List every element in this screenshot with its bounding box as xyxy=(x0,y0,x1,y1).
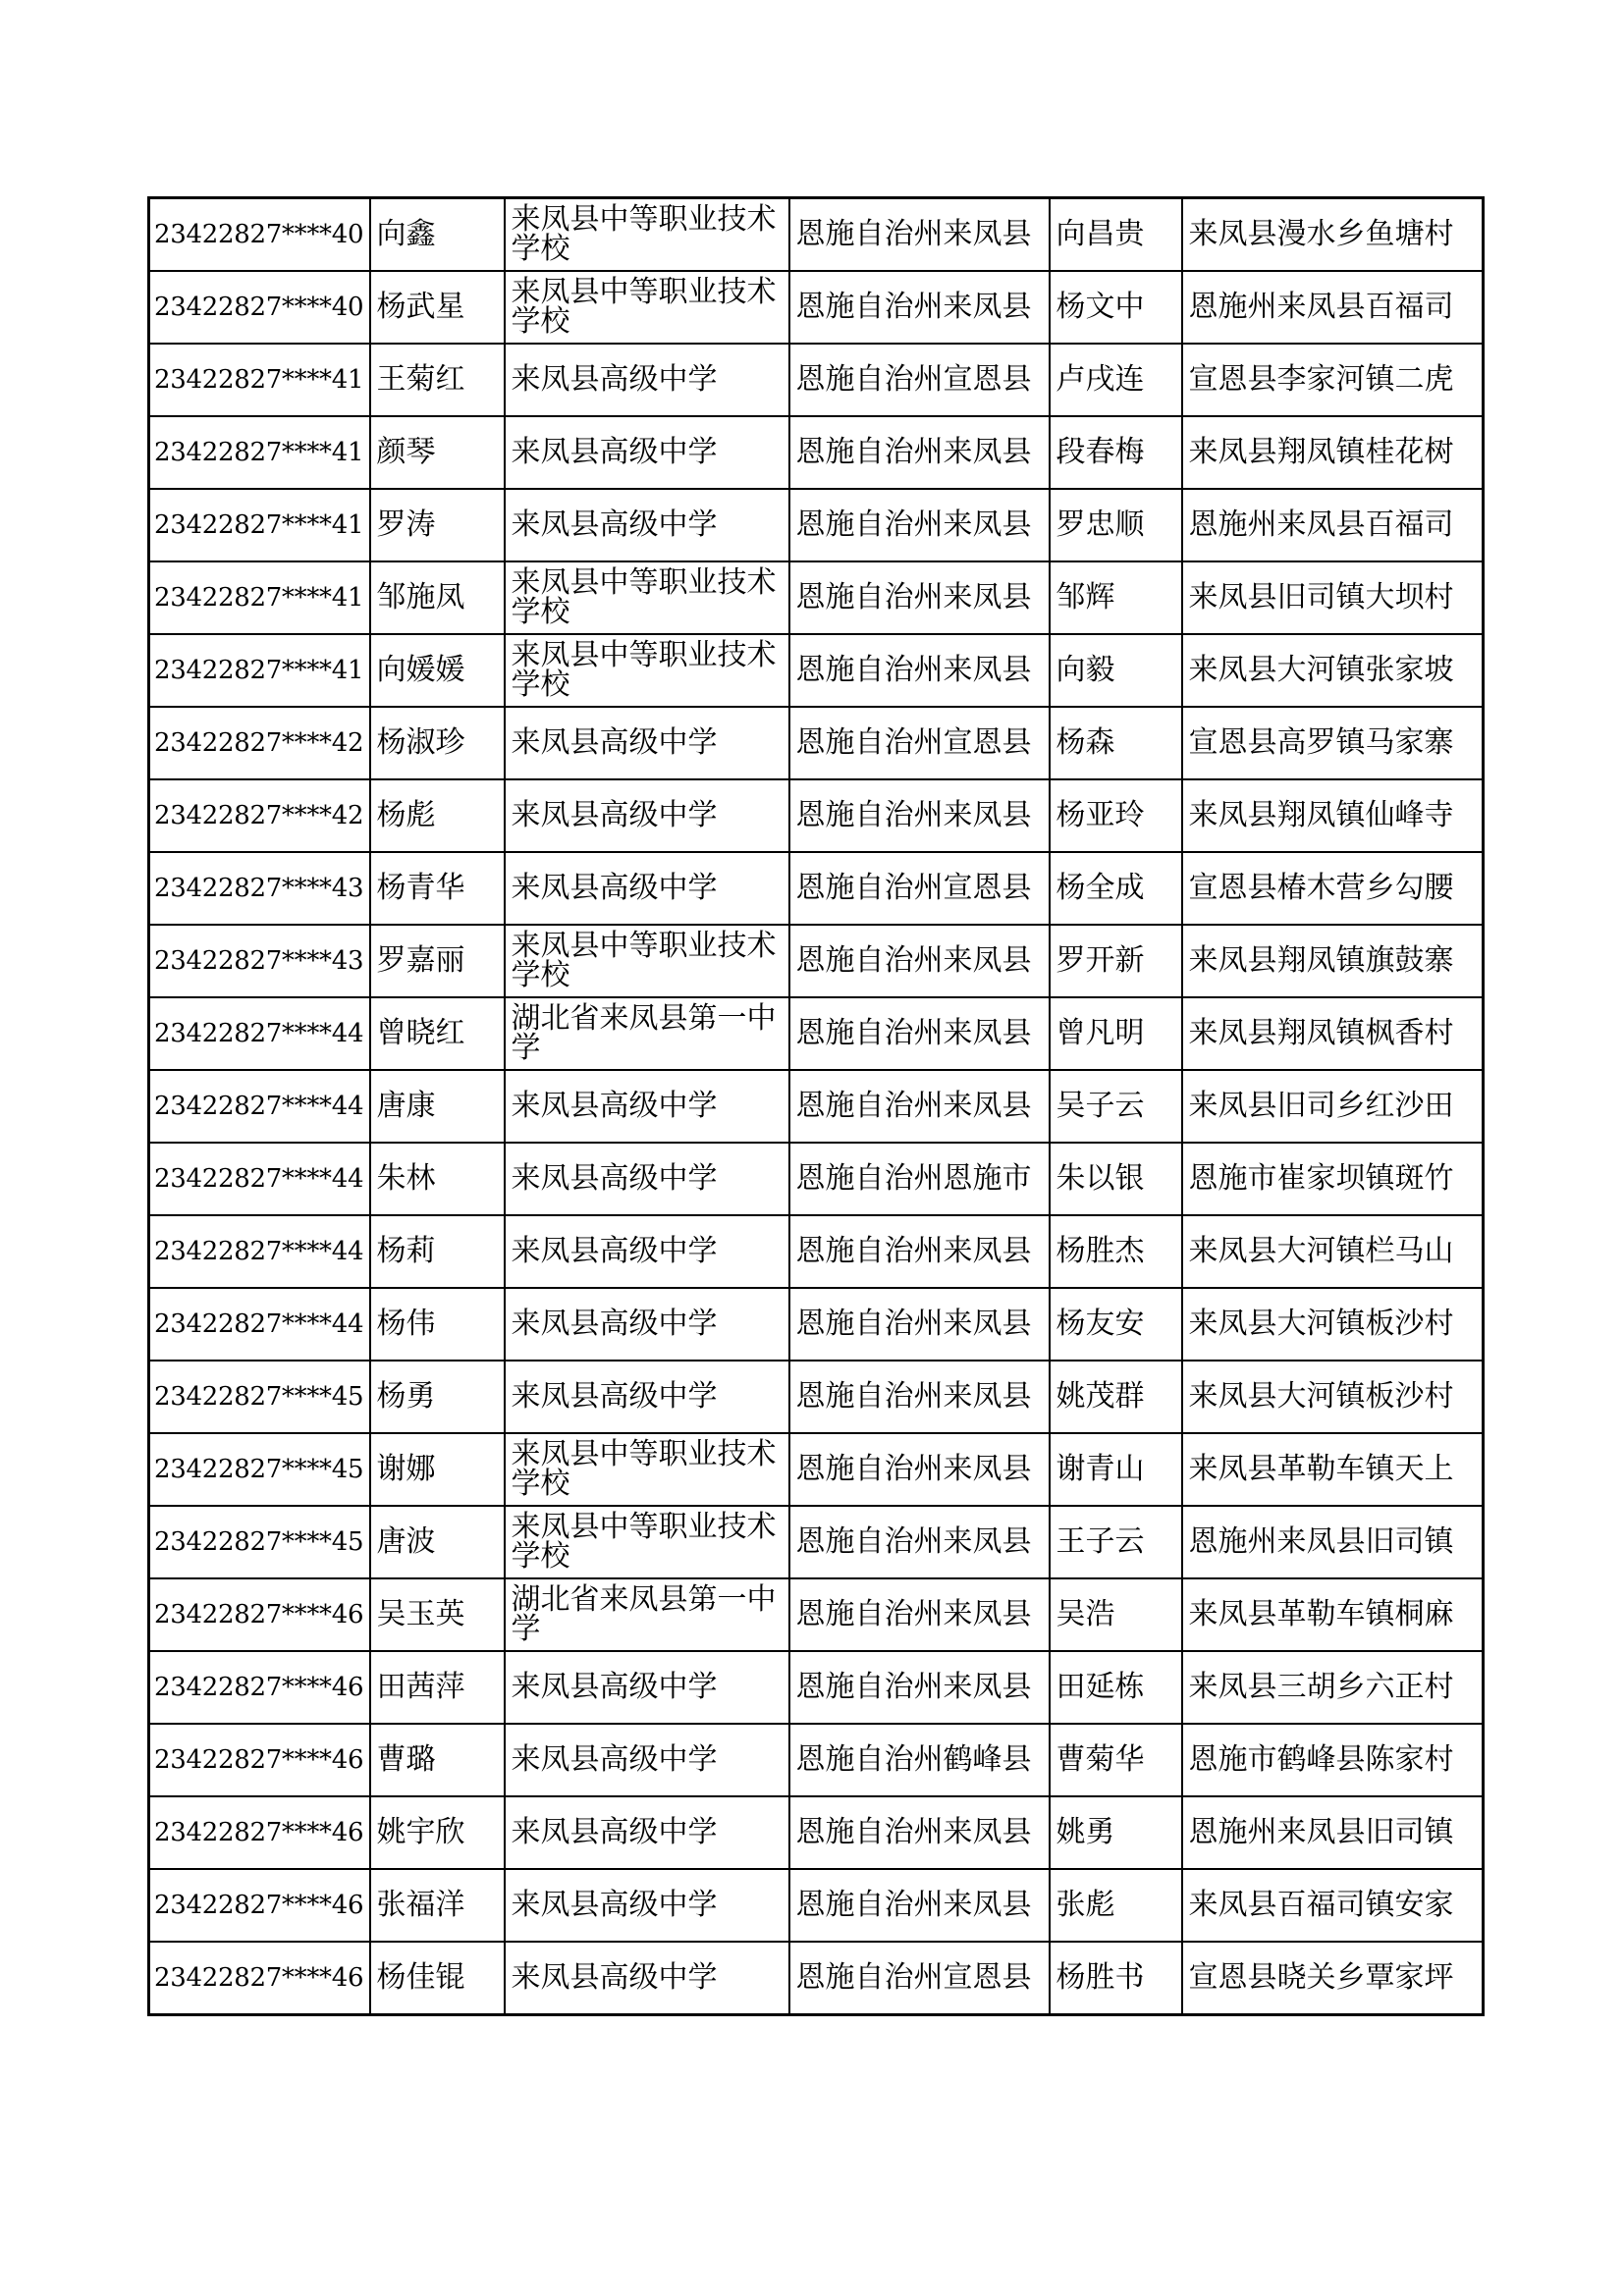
school-cell: 来凤县高级中学 xyxy=(505,1942,789,2015)
table-row xyxy=(149,779,1484,852)
address-cell: 来凤县大河镇板沙村 xyxy=(1182,1361,1484,1433)
address-cell: 来凤县漫水乡鱼塘村 xyxy=(1182,198,1484,272)
student-name-cell: 向鑫 xyxy=(370,198,505,272)
address-cell: 来凤县旧司镇大坝村 xyxy=(1182,561,1484,634)
id-number-cell: 23422827****45 xyxy=(149,1506,370,1578)
school-cell: 来凤县高级中学 xyxy=(505,489,789,561)
school-cell: 湖北省来凤县第一中学 xyxy=(505,1578,789,1651)
student-name-cell: 杨淑珍 xyxy=(370,707,505,779)
id-number-cell: 23422827****45 xyxy=(149,1361,370,1433)
table-row xyxy=(149,489,1484,561)
table-row xyxy=(149,416,1484,489)
table-row xyxy=(149,344,1484,416)
table-row xyxy=(149,271,1484,344)
table-row xyxy=(149,1651,1484,1724)
guardian-name-cell: 张彪 xyxy=(1050,1869,1182,1942)
origin-cell: 恩施自治州来凤县 xyxy=(789,1288,1050,1361)
guardian-name-cell: 邹辉 xyxy=(1050,561,1182,634)
student-name-cell: 杨伟 xyxy=(370,1288,505,1361)
origin-cell: 恩施自治州来凤县 xyxy=(789,997,1050,1070)
guardian-name-cell: 曾凡明 xyxy=(1050,997,1182,1070)
origin-cell: 恩施自治州来凤县 xyxy=(789,271,1050,344)
student-name-cell: 张福洋 xyxy=(370,1869,505,1942)
address-cell: 恩施州来凤县百福司 xyxy=(1182,271,1484,344)
student-name-cell: 邹施凤 xyxy=(370,561,505,634)
id-number-cell: 23422827****42 xyxy=(149,779,370,852)
school-cell: 来凤县中等职业技术学校 xyxy=(505,1433,789,1506)
guardian-name-cell: 杨文中 xyxy=(1050,271,1182,344)
address-cell: 来凤县翔凤镇仙峰寺 xyxy=(1182,779,1484,852)
id-number-cell: 23422827****46 xyxy=(149,1869,370,1942)
table-row xyxy=(149,1724,1484,1796)
origin-cell: 恩施自治州来凤县 xyxy=(789,1506,1050,1578)
id-number-cell: 23422827****40 xyxy=(149,198,370,272)
address-cell: 恩施州来凤县旧司镇 xyxy=(1182,1506,1484,1578)
origin-cell: 恩施自治州来凤县 xyxy=(789,1215,1050,1288)
origin-cell: 恩施自治州宣恩县 xyxy=(789,1942,1050,2015)
id-number-cell: 23422827****44 xyxy=(149,1143,370,1215)
table-row xyxy=(149,1578,1484,1651)
school-cell: 来凤县中等职业技术学校 xyxy=(505,1506,789,1578)
id-number-cell: 23422827****46 xyxy=(149,1578,370,1651)
origin-cell: 恩施自治州来凤县 xyxy=(789,1651,1050,1724)
address-cell: 恩施市鹤峰县陈家村 xyxy=(1182,1724,1484,1796)
student-name-cell: 罗嘉丽 xyxy=(370,925,505,997)
student-name-cell: 田茜萍 xyxy=(370,1651,505,1724)
guardian-name-cell: 杨胜书 xyxy=(1050,1942,1182,2015)
address-cell: 来凤县翔凤镇枫香村 xyxy=(1182,997,1484,1070)
student-name-cell: 曾晓红 xyxy=(370,997,505,1070)
school-cell: 来凤县高级中学 xyxy=(505,416,789,489)
id-number-cell: 23422827****41 xyxy=(149,634,370,707)
id-number-cell: 23422827****46 xyxy=(149,1796,370,1869)
guardian-name-cell: 姚茂群 xyxy=(1050,1361,1182,1433)
student-name-cell: 杨青华 xyxy=(370,852,505,925)
address-cell: 恩施市崔家坝镇斑竹 xyxy=(1182,1143,1484,1215)
student-name-cell: 颜琴 xyxy=(370,416,505,489)
student-name-cell: 王菊红 xyxy=(370,344,505,416)
student-name-cell: 姚宇欣 xyxy=(370,1796,505,1869)
origin-cell: 恩施自治州来凤县 xyxy=(789,198,1050,272)
table-row xyxy=(149,1070,1484,1143)
guardian-name-cell: 王子云 xyxy=(1050,1506,1182,1578)
id-number-cell: 23422827****40 xyxy=(149,271,370,344)
school-cell: 来凤县中等职业技术学校 xyxy=(505,561,789,634)
school-cell: 来凤县高级中学 xyxy=(505,779,789,852)
address-cell: 来凤县百福司镇安家 xyxy=(1182,1869,1484,1942)
school-cell: 湖北省来凤县第一中学 xyxy=(505,997,789,1070)
student-name-cell: 向媛媛 xyxy=(370,634,505,707)
id-number-cell: 23422827****46 xyxy=(149,1724,370,1796)
school-cell: 来凤县高级中学 xyxy=(505,1215,789,1288)
table-row xyxy=(149,1361,1484,1433)
school-cell: 来凤县高级中学 xyxy=(505,1796,789,1869)
student-name-cell: 杨武星 xyxy=(370,271,505,344)
address-cell: 恩施州来凤县旧司镇 xyxy=(1182,1796,1484,1869)
address-cell: 宣恩县高罗镇马家寨 xyxy=(1182,707,1484,779)
table-row xyxy=(149,1506,1484,1578)
origin-cell: 恩施自治州宣恩县 xyxy=(789,852,1050,925)
address-cell: 来凤县翔凤镇桂花树 xyxy=(1182,416,1484,489)
table-row xyxy=(149,852,1484,925)
school-cell: 来凤县高级中学 xyxy=(505,1361,789,1433)
school-cell: 来凤县高级中学 xyxy=(505,1869,789,1942)
origin-cell: 恩施自治州来凤县 xyxy=(789,1433,1050,1506)
origin-cell: 恩施自治州来凤县 xyxy=(789,925,1050,997)
student-name-cell: 杨勇 xyxy=(370,1361,505,1433)
school-cell: 来凤县高级中学 xyxy=(505,1724,789,1796)
table-row xyxy=(149,634,1484,707)
guardian-name-cell: 谢青山 xyxy=(1050,1433,1182,1506)
student-name-cell: 罗涛 xyxy=(370,489,505,561)
guardian-name-cell: 杨亚玲 xyxy=(1050,779,1182,852)
student-name-cell: 曹璐 xyxy=(370,1724,505,1796)
guardian-name-cell: 杨胜杰 xyxy=(1050,1215,1182,1288)
school-cell: 来凤县高级中学 xyxy=(505,1143,789,1215)
table-row xyxy=(149,561,1484,634)
id-number-cell: 23422827****41 xyxy=(149,344,370,416)
address-cell: 恩施州来凤县百福司 xyxy=(1182,489,1484,561)
origin-cell: 恩施自治州来凤县 xyxy=(789,489,1050,561)
guardian-name-cell: 罗忠顺 xyxy=(1050,489,1182,561)
id-number-cell: 23422827****43 xyxy=(149,925,370,997)
student-name-cell: 唐康 xyxy=(370,1070,505,1143)
id-number-cell: 23422827****44 xyxy=(149,1288,370,1361)
school-cell: 来凤县中等职业技术学校 xyxy=(505,198,789,272)
origin-cell: 恩施自治州宣恩县 xyxy=(789,344,1050,416)
address-cell: 来凤县革勒车镇桐麻 xyxy=(1182,1578,1484,1651)
guardian-name-cell: 卢戌连 xyxy=(1050,344,1182,416)
school-cell: 来凤县高级中学 xyxy=(505,1651,789,1724)
table-row xyxy=(149,198,1484,272)
origin-cell: 恩施自治州来凤县 xyxy=(789,634,1050,707)
table-row xyxy=(149,1215,1484,1288)
id-number-cell: 23422827****41 xyxy=(149,416,370,489)
table-row xyxy=(149,1288,1484,1361)
student-name-cell: 谢娜 xyxy=(370,1433,505,1506)
table-row xyxy=(149,1942,1484,2015)
table-row xyxy=(149,925,1484,997)
table-row xyxy=(149,1143,1484,1215)
guardian-name-cell: 朱以银 xyxy=(1050,1143,1182,1215)
school-cell: 来凤县高级中学 xyxy=(505,1070,789,1143)
origin-cell: 恩施自治州来凤县 xyxy=(789,779,1050,852)
origin-cell: 恩施自治州鹤峰县 xyxy=(789,1724,1050,1796)
origin-cell: 恩施自治州来凤县 xyxy=(789,561,1050,634)
id-number-cell: 23422827****43 xyxy=(149,852,370,925)
address-cell: 来凤县大河镇张家坡 xyxy=(1182,634,1484,707)
address-cell: 宣恩县李家河镇二虎 xyxy=(1182,344,1484,416)
address-cell: 宣恩县晓关乡覃家坪 xyxy=(1182,1942,1484,2015)
origin-cell: 恩施自治州来凤县 xyxy=(789,1361,1050,1433)
table-row xyxy=(149,1869,1484,1942)
id-number-cell: 23422827****45 xyxy=(149,1433,370,1506)
origin-cell: 恩施自治州来凤县 xyxy=(789,1070,1050,1143)
guardian-name-cell: 曹菊华 xyxy=(1050,1724,1182,1796)
table-row xyxy=(149,707,1484,779)
table-row xyxy=(149,997,1484,1070)
guardian-name-cell: 姚勇 xyxy=(1050,1796,1182,1869)
origin-cell: 恩施自治州宣恩县 xyxy=(789,707,1050,779)
student-name-cell: 杨彪 xyxy=(370,779,505,852)
id-number-cell: 23422827****46 xyxy=(149,1942,370,2015)
roster-body xyxy=(149,198,1484,2015)
school-cell: 来凤县高级中学 xyxy=(505,344,789,416)
student-name-cell: 朱林 xyxy=(370,1143,505,1215)
table-row xyxy=(149,1796,1484,1869)
guardian-name-cell: 杨全成 xyxy=(1050,852,1182,925)
id-number-cell: 23422827****41 xyxy=(149,561,370,634)
address-cell: 来凤县大河镇板沙村 xyxy=(1182,1288,1484,1361)
student-roster-table xyxy=(147,196,1485,2016)
guardian-name-cell: 田延栋 xyxy=(1050,1651,1182,1724)
student-name-cell: 杨莉 xyxy=(370,1215,505,1288)
school-cell: 来凤县高级中学 xyxy=(505,852,789,925)
origin-cell: 恩施自治州来凤县 xyxy=(789,1869,1050,1942)
address-cell: 来凤县翔凤镇旗鼓寨 xyxy=(1182,925,1484,997)
guardian-name-cell: 向毅 xyxy=(1050,634,1182,707)
school-cell: 来凤县中等职业技术学校 xyxy=(505,925,789,997)
origin-cell: 恩施自治州来凤县 xyxy=(789,1578,1050,1651)
id-number-cell: 23422827****44 xyxy=(149,997,370,1070)
origin-cell: 恩施自治州恩施市 xyxy=(789,1143,1050,1215)
guardian-name-cell: 段春梅 xyxy=(1050,416,1182,489)
school-cell: 来凤县高级中学 xyxy=(505,1288,789,1361)
guardian-name-cell: 杨友安 xyxy=(1050,1288,1182,1361)
guardian-name-cell: 向昌贵 xyxy=(1050,198,1182,272)
guardian-name-cell: 杨森 xyxy=(1050,707,1182,779)
guardian-name-cell: 吴子云 xyxy=(1050,1070,1182,1143)
id-number-cell: 23422827****41 xyxy=(149,489,370,561)
address-cell: 来凤县大河镇栏马山 xyxy=(1182,1215,1484,1288)
table-row xyxy=(149,1433,1484,1506)
address-cell: 宣恩县椿木营乡勾腰 xyxy=(1182,852,1484,925)
id-number-cell: 23422827****46 xyxy=(149,1651,370,1724)
origin-cell: 恩施自治州来凤县 xyxy=(789,416,1050,489)
student-name-cell: 吴玉英 xyxy=(370,1578,505,1651)
address-cell: 来凤县革勒车镇天上 xyxy=(1182,1433,1484,1506)
id-number-cell: 23422827****42 xyxy=(149,707,370,779)
id-number-cell: 23422827****44 xyxy=(149,1215,370,1288)
address-cell: 来凤县旧司乡红沙田 xyxy=(1182,1070,1484,1143)
id-number-cell: 23422827****44 xyxy=(149,1070,370,1143)
student-name-cell: 唐波 xyxy=(370,1506,505,1578)
school-cell: 来凤县中等职业技术学校 xyxy=(505,271,789,344)
origin-cell: 恩施自治州来凤县 xyxy=(789,1796,1050,1869)
student-name-cell: 杨佳锟 xyxy=(370,1942,505,2015)
address-cell: 来凤县三胡乡六正村 xyxy=(1182,1651,1484,1724)
guardian-name-cell: 吴浩 xyxy=(1050,1578,1182,1651)
guardian-name-cell: 罗开新 xyxy=(1050,925,1182,997)
school-cell: 来凤县高级中学 xyxy=(505,707,789,779)
school-cell: 来凤县中等职业技术学校 xyxy=(505,634,789,707)
